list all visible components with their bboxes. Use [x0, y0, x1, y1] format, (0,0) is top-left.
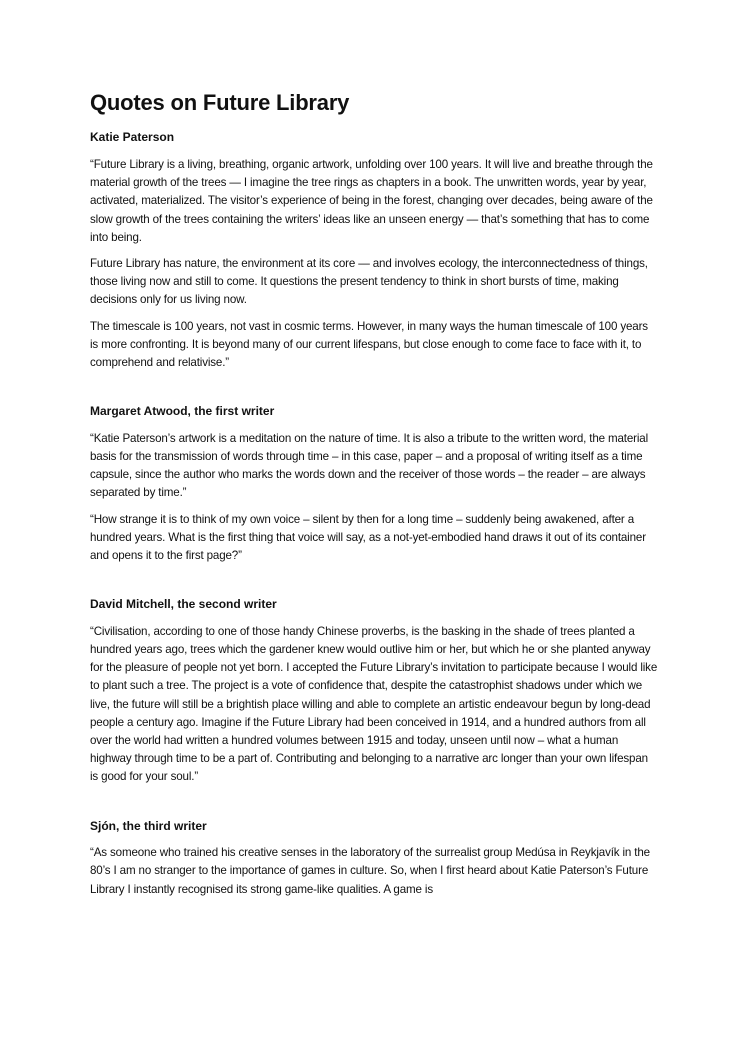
paragraph: “As someone who trained his creative senses in the laboratory of the surrealist group Medúsa in Reykjavík in the 80’s I am no stranger to the importance of games in culture. So, when I first heard about Katie Paterson’s Future Library I instantly recognised its strong game-like qualities. A game is	[90, 846, 650, 896]
section-katie-paterson	[90, 130, 658, 372]
page-title: Quotes on Future Library	[90, 90, 350, 115]
paragraph: Future Library has nature, the environment at its core — and involves ecology, the interconnectedness of things, those living now and still to come. It questions the present tendency to think in short bursts of time, making decisions only for us living now.	[90, 257, 648, 307]
section-david-mitchell	[90, 597, 658, 786]
paragraph: “How strange it is to think of my own voice – silent by then for a long time – suddenly being awakened, after a hundred years. What is the first thing that voice will say, as a not-yet-embodied hand draws it out of its container and opens it to the first page?”	[90, 512, 646, 563]
document-page	[90, 90, 658, 907]
paragraph: “Future Library is a living, breathing, organic artwork, unfolding over 100 years. It will live and breathe through the material growth of the trees — I imagine the tree rings as chapters in a book. The unwritten words, year by year, activated, materialized. The visitor’s experience of being in the forest, changing over decades, being aware of the slow growth of the trees containing the writers’ ideas like an unseen energy — that’s something that has to come into being.	[90, 157, 653, 244]
paragraph: The timescale is 100 years, not vast in cosmic terms. However, in many ways the human timescale of 100 years is more confronting. It is beyond many of our current lifespans, but close enough to come face to face with it, to comprehend and relativise.”	[90, 319, 648, 370]
section-sjon	[90, 819, 658, 899]
section-margaret-atwood	[90, 404, 658, 565]
paragraph: “Civilisation, according to one of those handy Chinese proverbs, is the basking in the shade of trees planted a hundred years ago, trees which the gardener knew would outlive him or her, but which he or she planted anyway for the pleasure of people not yet born. I accepted the Future Library’s invitation to participate because I would like to plant such a tree. The project is a vote of confidence that, despite the catastrophist shadows under which we live, the future will still be a brightish place willing and able to complete an artistic endeavour begun by long-dead people a century ago. Imagine if the Future Library had been conceived in 1914, and a hundred authors from all over the world had written a hundred volumes between 1915 and today, unseen until now – what a human highway through time to be a part of. Contributing and belonging to a narrative arc longer than your own lifespan is good for your soul.”	[90, 624, 658, 784]
paragraph: “Katie Paterson’s artwork is a meditation on the nature of time. It is also a tribute to the written word, the material basis for the transmission of words through time – in this case, paper – and a proposal of writing itself as a time capsule, since the author who marks the words down and the receiver of those words – the reader – are always separated by time.”	[90, 431, 649, 500]
section-heading: Margaret Atwood, the first writer	[90, 404, 275, 419]
section-heading: Sjón, the third writer	[90, 818, 207, 833]
section-heading: David Mitchell, the second writer	[90, 597, 277, 612]
section-heading: Katie Paterson	[90, 130, 175, 145]
